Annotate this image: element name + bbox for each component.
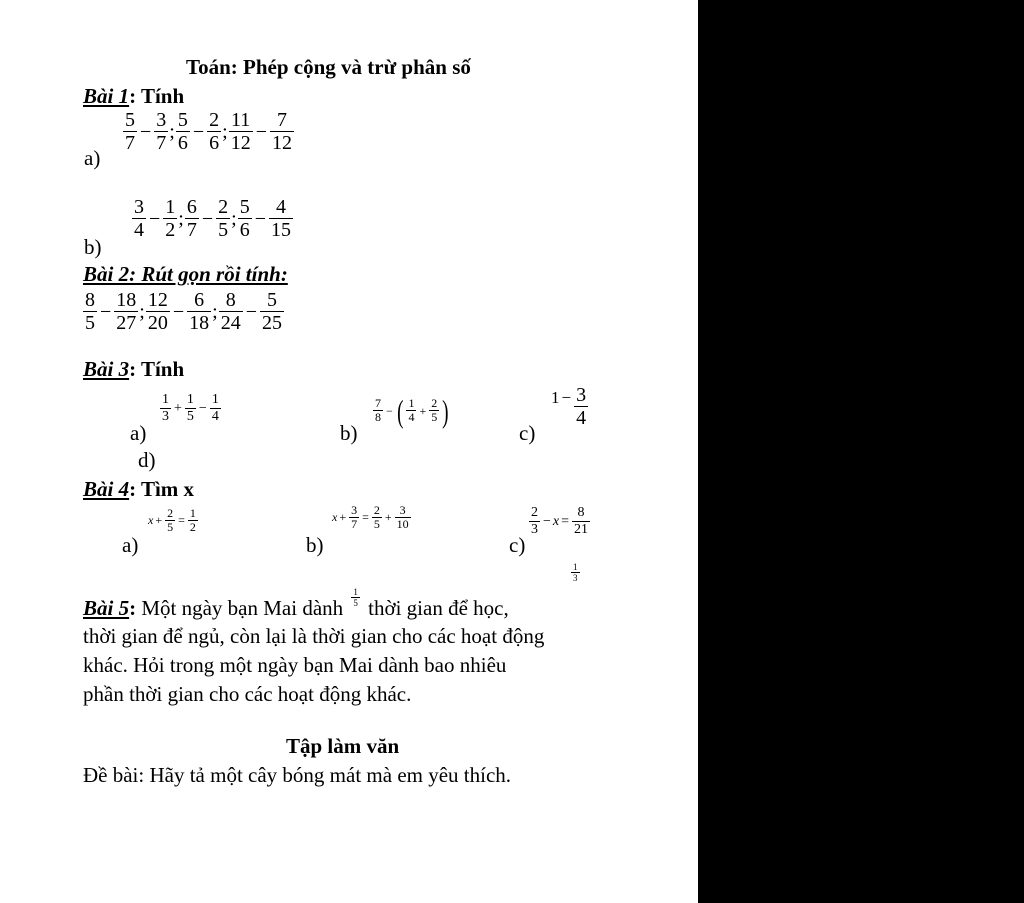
- fraction: [406, 397, 416, 424]
- math-symbol: =: [362, 510, 369, 525]
- bai5-line4: phần thời gian cho các hoạt động khác.: [83, 682, 412, 706]
- fraction-numerator: 6: [194, 289, 205, 311]
- math-symbol: =: [178, 513, 185, 528]
- bai4-b-label: b): [306, 533, 324, 557]
- fraction-numerator: 1: [165, 196, 176, 218]
- bai4-heading-label: Bài 4: [83, 477, 130, 501]
- bai3-c-expression: [551, 385, 589, 430]
- fraction-denominator: 7: [186, 219, 197, 241]
- bai2-heading: Bài 2: Rút gọn rồi tính:: [83, 262, 288, 286]
- fraction-numerator: 3: [134, 196, 144, 218]
- fraction: [176, 110, 190, 155]
- bai3-a-label: a): [130, 421, 147, 445]
- bai1-heading-suffix: : Tính: [129, 84, 185, 108]
- bai1-a-label: a): [84, 146, 101, 170]
- math-symbol: −: [198, 400, 207, 416]
- fraction-denominator: 2: [189, 519, 196, 534]
- bai3-b-label: b): [340, 421, 358, 445]
- math-symbol: +: [419, 403, 427, 418]
- math-symbol: (: [396, 393, 404, 429]
- bai3-b-expression: [372, 395, 451, 427]
- fraction-denominator: 3: [162, 408, 169, 424]
- bai5-fraction-sleep: [570, 563, 581, 584]
- fraction: [270, 110, 294, 155]
- fraction: [165, 507, 175, 534]
- math-symbol: −: [100, 301, 112, 323]
- fraction-denominator: 4: [408, 409, 415, 424]
- bai5-heading-label: Bài 5: [83, 596, 130, 620]
- fraction: [269, 197, 293, 242]
- fraction-denominator: 6: [239, 219, 250, 241]
- math-symbol: ;: [222, 121, 228, 143]
- fraction-denominator: 25: [261, 312, 282, 334]
- fraction: [207, 110, 221, 155]
- fraction-numerator: 11: [231, 109, 251, 131]
- math-symbol: −: [254, 208, 266, 230]
- fraction-denominator: 21: [574, 521, 589, 537]
- fraction-denominator: 7: [125, 132, 135, 154]
- math-symbol: −: [245, 301, 257, 323]
- fraction: [260, 290, 284, 335]
- fraction: [163, 197, 177, 242]
- fraction: [349, 504, 359, 531]
- fraction-denominator: 5: [167, 519, 174, 534]
- fraction-denominator: 2: [165, 219, 176, 241]
- fraction: [429, 397, 439, 424]
- fraction-numerator: 2: [167, 506, 174, 520]
- fraction: [229, 110, 253, 155]
- fraction-numerator: 1: [573, 562, 578, 572]
- fraction: [372, 504, 382, 531]
- fraction-numerator: 5: [177, 109, 188, 131]
- fraction-numerator: 2: [373, 503, 380, 517]
- fraction-denominator: 3: [531, 521, 538, 537]
- fraction-numerator: 1: [353, 586, 358, 597]
- fraction: [373, 397, 383, 424]
- fraction-numerator: 7: [276, 109, 287, 131]
- fraction-denominator: 6: [177, 132, 188, 154]
- fraction-numerator: 3: [351, 503, 358, 517]
- math-symbol: 1: [551, 387, 560, 407]
- fraction: [395, 504, 411, 531]
- fraction: [216, 197, 230, 242]
- bai4-heading-suffix: : Tìm x: [129, 477, 195, 501]
- bai5-fraction-study: [351, 588, 360, 609]
- bai5-line1: Bài 5: Một ngày bạn Mai dành $\frac{1}{5}$ thời gian để học,: [83, 586, 509, 620]
- fraction-numerator: 2: [209, 109, 220, 131]
- fraction-denominator: 7: [156, 132, 167, 154]
- fraction-numerator: 1: [211, 392, 219, 407]
- fraction: [219, 290, 243, 335]
- fraction: [83, 290, 97, 335]
- fraction: [154, 110, 168, 155]
- fraction-numerator: 8: [577, 505, 585, 520]
- math-symbol: −: [561, 387, 572, 407]
- fraction-denominator: 12: [230, 132, 251, 154]
- math-symbol: −: [386, 403, 393, 418]
- bai3-a-expression: [159, 393, 222, 425]
- math-symbol: ;: [169, 121, 175, 143]
- fraction-denominator: 8: [375, 409, 381, 424]
- fraction-numerator: 12: [147, 289, 168, 311]
- fraction-denominator: 12: [271, 132, 292, 154]
- bai4-a-label: a): [122, 533, 139, 557]
- fraction-numerator: 3: [156, 109, 167, 131]
- fraction-denominator: 7: [351, 516, 358, 531]
- fraction: [188, 507, 198, 534]
- fraction-denominator: 4: [134, 219, 144, 241]
- math-symbol: −: [149, 208, 161, 230]
- math-symbol: x: [552, 513, 560, 529]
- fraction-denominator: 4: [211, 408, 219, 424]
- fraction-numerator: 8: [85, 289, 95, 311]
- fraction-numerator: 8: [225, 289, 236, 311]
- fraction-denominator: 5: [85, 312, 95, 334]
- math-symbol: x: [332, 510, 338, 525]
- bai3-d-label: d): [138, 448, 156, 472]
- fraction-numerator: 3: [576, 384, 587, 406]
- fraction-denominator: 27: [116, 312, 137, 334]
- fraction-numerator: 3: [399, 503, 406, 517]
- fraction-denominator: 24: [220, 312, 241, 334]
- fraction: [187, 290, 211, 335]
- math-symbol: +: [155, 513, 163, 528]
- bai5-line3: khác. Hỏi trong một ngày bạn Mai dành bao nhiêu: [83, 653, 507, 677]
- bai4-c-label: c): [509, 533, 526, 557]
- fraction-denominator: 5: [431, 409, 438, 424]
- bai5-line2: thời gian để ngủ, còn lại là thời gian cho các hoạt động: [83, 624, 545, 648]
- fraction: [160, 393, 171, 425]
- math-symbol: +: [174, 400, 182, 416]
- math-symbol: =: [561, 513, 570, 529]
- math-symbol: +: [384, 510, 392, 525]
- fraction: [571, 563, 580, 584]
- fraction-numerator: 5: [125, 109, 135, 131]
- fraction-denominator: 5: [186, 408, 194, 424]
- fraction-numerator: 5: [239, 196, 250, 218]
- fraction-denominator: 5: [218, 219, 229, 241]
- bai3-c-label: c): [519, 421, 536, 445]
- bai1-heading-label: Bài 1: [83, 84, 130, 108]
- fraction-numerator: 2: [531, 505, 538, 520]
- math-symbol: ;: [212, 301, 218, 323]
- fraction: [210, 393, 221, 425]
- tap-lam-van-prompt: Đề bài: Hãy tả một cây bóng mát mà em yêu thích.: [83, 763, 512, 787]
- black-margin-panel: [698, 0, 1024, 903]
- math-symbol: −: [201, 208, 214, 230]
- math-symbol: −: [543, 513, 551, 529]
- fraction-numerator: 6: [186, 196, 197, 218]
- fraction-numerator: 1: [408, 396, 415, 411]
- fraction-numerator: 2: [218, 196, 229, 218]
- bai3-heading-suffix: : Tính: [129, 357, 185, 381]
- bai4-b-expression: [332, 504, 412, 531]
- bai4-c-expression: [528, 506, 591, 538]
- fraction-denominator: 4: [576, 407, 587, 429]
- fraction-numerator: 7: [375, 396, 381, 411]
- fraction-denominator: 18: [189, 312, 210, 334]
- fraction-denominator: 20: [147, 312, 168, 334]
- fraction-numerator: 2: [431, 396, 438, 411]
- fraction: [574, 385, 588, 430]
- fraction: [572, 506, 590, 538]
- bai1-b-expression: [131, 197, 294, 242]
- fraction-numerator: 1: [186, 392, 194, 407]
- fraction-numerator: 18: [116, 289, 137, 311]
- fraction: [146, 290, 170, 335]
- fraction-denominator: 6: [209, 132, 220, 154]
- math-symbol: x: [148, 513, 154, 528]
- fraction: [238, 197, 252, 242]
- fraction: [185, 197, 199, 242]
- bai1-b-label: b): [84, 235, 102, 259]
- fraction-numerator: 4: [275, 196, 286, 218]
- math-symbol: ;: [231, 208, 237, 230]
- math-symbol: −: [172, 301, 185, 323]
- bai4-heading: [83, 477, 194, 502]
- tap-lam-van-title: Tập làm văn: [286, 734, 400, 758]
- math-symbol: −: [192, 121, 205, 143]
- bai2-expression: [82, 290, 285, 335]
- bai1-heading: [83, 84, 184, 109]
- bai1-a-expression: [122, 110, 295, 155]
- math-symbol: ;: [139, 301, 145, 323]
- fraction-denominator: 5: [373, 516, 380, 531]
- math-symbol: −: [140, 121, 152, 143]
- math-symbol: +: [339, 510, 347, 525]
- page-title: Toán: Phép cộng và trừ phân số: [186, 55, 471, 79]
- fraction-numerator: 1: [162, 392, 169, 407]
- fraction: [529, 506, 540, 538]
- fraction: [185, 393, 196, 425]
- fraction-denominator: 10: [396, 516, 409, 531]
- fraction-numerator: 1: [189, 506, 196, 520]
- math-symbol: ;: [178, 208, 184, 230]
- fraction-numerator: 5: [266, 289, 277, 311]
- fraction-denominator: 3: [573, 573, 578, 584]
- math-symbol: ): [442, 393, 449, 429]
- fraction: [123, 110, 137, 155]
- bai4-a-expression: [148, 507, 199, 534]
- bai3-heading-label: Bài 3: [83, 357, 130, 381]
- fraction-denominator: 5: [353, 598, 358, 609]
- fraction: [114, 290, 138, 335]
- fraction: [132, 197, 146, 242]
- math-symbol: −: [255, 121, 267, 143]
- fraction-denominator: 15: [270, 219, 291, 241]
- bai3-heading: [83, 357, 184, 382]
